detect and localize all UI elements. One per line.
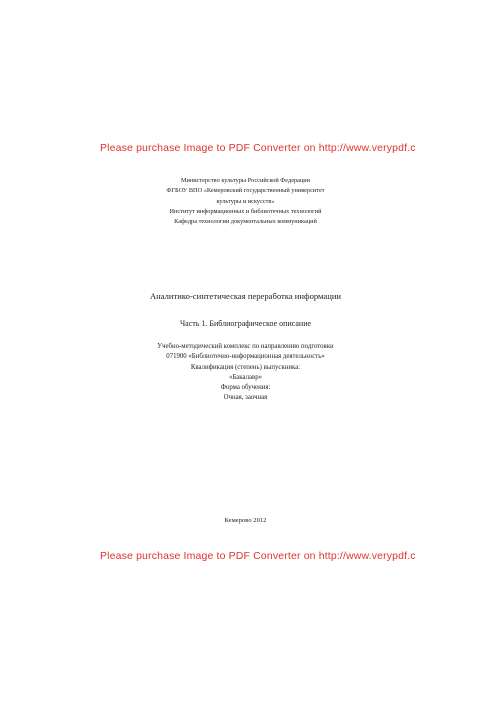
details-block [0, 342, 491, 404]
university-line-cont: культуры и искусств» [216, 197, 275, 205]
city-year-text: Кемерово 2012 [224, 517, 267, 524]
document-part [0, 318, 491, 330]
watermark-top [0, 142, 491, 158]
watermark-bottom-text: Please purchase Image to PDF Converter on http://www.verypdf.c [100, 550, 416, 562]
document-title [0, 290, 491, 302]
city-year [0, 516, 491, 526]
study-form-value: Очная, заочная [223, 394, 268, 402]
direction-line: 071900 «Библиотечно-информационная деятельность» [166, 353, 325, 361]
watermark-bottom [0, 550, 491, 566]
organization-block [0, 176, 491, 227]
ministry-line: Министерство культуры Российской Федерации [180, 177, 311, 184]
university-line: ФГБОУ ВПО «Кемеровский государственный университет [166, 187, 325, 195]
department-line: Кафедра технологии документальных коммуникаций [174, 218, 317, 226]
complex-line: Учебно-методический комплекс по направлению подготовки [157, 343, 334, 350]
study-form-label: Форма обучения: [220, 384, 271, 392]
watermark-top-text: Please purchase Image to PDF Converter on http://www.verypdf.c [100, 142, 416, 154]
title-text: Аналитико-синтетическая переработка информации [149, 291, 342, 301]
part-text: Часть 1. Библиографическое описание [179, 319, 312, 328]
institute-line: Институт информационных и библиотечных технологий [169, 207, 322, 215]
qualification-label: Квалификация (степень) выпускника: [190, 363, 301, 371]
qualification-value: «Бакалавр» [228, 373, 262, 381]
